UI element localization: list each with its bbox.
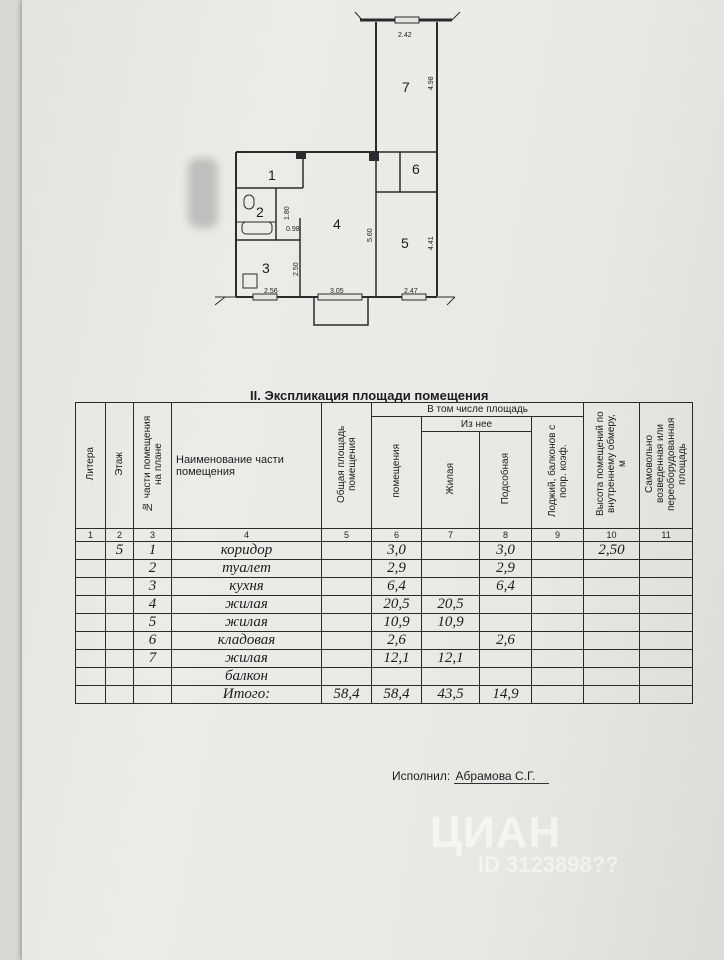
cell-loggia (532, 650, 584, 668)
cell-name: коридор (172, 542, 322, 560)
cell-etazh (106, 632, 134, 650)
header-name: Наименование части помещения (172, 403, 322, 529)
cell-loggia (532, 686, 584, 704)
signature-name: Абрамова С.Г. (454, 769, 550, 784)
cell-living: 43,5 (422, 686, 480, 704)
cell-height (584, 668, 640, 686)
section-title: II. Экспликация площади помещения (250, 388, 489, 403)
room-label-7: 7 (402, 79, 410, 95)
room-label-2: 2 (256, 204, 264, 220)
cell-name: балкон (172, 668, 322, 686)
cell-premise: 3,0 (372, 542, 422, 560)
cell-premise: 2,6 (372, 632, 422, 650)
header-etazh: Этаж (106, 403, 134, 529)
cell-etazh (106, 560, 134, 578)
cell-living: 20,5 (422, 596, 480, 614)
cell-premise: 6,4 (372, 578, 422, 596)
cell-total (322, 650, 372, 668)
table-row (76, 686, 693, 704)
cell-height (584, 614, 640, 632)
cell-unauth (640, 596, 693, 614)
cell-height (584, 650, 640, 668)
table-row (76, 596, 693, 614)
dim-label: 2.50 (293, 262, 300, 276)
cell-unauth (640, 632, 693, 650)
cell-aux (480, 650, 532, 668)
cell-no: 5 (134, 614, 172, 632)
table-row (76, 632, 693, 650)
cell-unauth (640, 614, 693, 632)
table-row (76, 542, 693, 560)
cell-loggia (532, 632, 584, 650)
cell-etazh (106, 650, 134, 668)
cell-litera (76, 632, 106, 650)
cell-litera (76, 686, 106, 704)
dim-label: 2.42 (398, 32, 412, 39)
cell-litera (76, 596, 106, 614)
cell-name: Итого: (172, 686, 322, 704)
room-label-6: 6 (412, 161, 420, 177)
cell-living: 12,1 (422, 650, 480, 668)
cell-no: 2 (134, 560, 172, 578)
cell-name: кладовая (172, 632, 322, 650)
dim-label: 4.41 (428, 236, 435, 250)
header-auxiliary: Подсобная (480, 432, 532, 529)
cell-height (584, 686, 640, 704)
cell-living (422, 632, 480, 650)
cell-aux (480, 668, 532, 686)
cell-etazh (106, 614, 134, 632)
header-total-area: Общая площадь помещения (322, 403, 372, 529)
column-number-row: 1 2 3 4 5 6 7 8 9 10 11 (76, 529, 693, 542)
cell-litera (76, 614, 106, 632)
cell-height (584, 632, 640, 650)
room-label-4: 4 (333, 216, 341, 232)
cell-litera (76, 578, 106, 596)
cell-etazh: 5 (106, 542, 134, 560)
cell-total (322, 560, 372, 578)
cell-loggia (532, 614, 584, 632)
cell-living (422, 542, 480, 560)
signature-label: Исполнил: (392, 769, 451, 783)
header-of-which: Из нее (422, 417, 532, 432)
cell-unauth (640, 578, 693, 596)
cell-height: 2,50 (584, 542, 640, 560)
cell-no: 7 (134, 650, 172, 668)
cell-loggia (532, 668, 584, 686)
explication-table (75, 402, 693, 704)
dim-label: 2.56 (264, 288, 278, 295)
cell-no (134, 668, 172, 686)
blurred-mark (188, 158, 218, 228)
dim-label: 2.47 (404, 288, 418, 295)
room-label-1: 1 (268, 167, 276, 183)
floor-plan (0, 0, 724, 340)
cell-loggia (532, 596, 584, 614)
cell-living (422, 668, 480, 686)
cell-premise (372, 668, 422, 686)
dim-label: 0.98 (286, 226, 300, 233)
cell-living: 10,9 (422, 614, 480, 632)
header-room-no: № части помещения на плане (134, 403, 172, 529)
cell-unauth (640, 650, 693, 668)
header-loggias: Лоджий, балконов с попр. коэф. (532, 417, 584, 529)
cell-aux: 14,9 (480, 686, 532, 704)
cell-total (322, 542, 372, 560)
cell-aux: 2,6 (480, 632, 532, 650)
cell-living (422, 578, 480, 596)
cell-height (584, 578, 640, 596)
header-height: Высота помещений по внутреннему обмеру, м (584, 403, 640, 529)
table-row (76, 560, 693, 578)
dim-label: 4.98 (428, 76, 435, 90)
cell-etazh (106, 686, 134, 704)
cell-etazh (106, 578, 134, 596)
cell-premise: 12,1 (372, 650, 422, 668)
cell-height (584, 596, 640, 614)
cell-aux: 2,9 (480, 560, 532, 578)
header-incl: В том числе площадь (372, 403, 584, 417)
cell-premise: 20,5 (372, 596, 422, 614)
cell-aux: 3,0 (480, 542, 532, 560)
cell-living (422, 560, 480, 578)
watermark-id: ID 3123898?? (478, 852, 619, 877)
cell-name: кухня (172, 578, 322, 596)
cell-litera (76, 560, 106, 578)
cell-loggia (532, 578, 584, 596)
cell-premise: 10,9 (372, 614, 422, 632)
header-unauthorized: Самовольно возведенная или переоборудованная площадь (640, 403, 693, 529)
watermark-logo: ЦИАН (430, 808, 562, 857)
cell-total (322, 596, 372, 614)
header-premise: помещения (372, 417, 422, 529)
cell-unauth (640, 686, 693, 704)
cell-total: 58,4 (322, 686, 372, 704)
signature (392, 769, 549, 784)
cell-name: жилая (172, 596, 322, 614)
cell-total (322, 632, 372, 650)
cell-no: 1 (134, 542, 172, 560)
cell-aux: 6,4 (480, 578, 532, 596)
cell-premise: 2,9 (372, 560, 422, 578)
table-row (76, 614, 693, 632)
header-litera: Литера (76, 403, 106, 529)
room-label-3: 3 (262, 260, 270, 276)
table-row (76, 578, 693, 596)
table-row (76, 650, 693, 668)
cell-height (584, 560, 640, 578)
cell-unauth (640, 668, 693, 686)
cell-loggia (532, 542, 584, 560)
cell-unauth (640, 542, 693, 560)
cell-unauth (640, 560, 693, 578)
cell-aux (480, 614, 532, 632)
header-living: Жилая (422, 432, 480, 529)
cell-name: жилая (172, 614, 322, 632)
cell-name: туалет (172, 560, 322, 578)
dim-label: 5.60 (367, 228, 374, 242)
room-label-5: 5 (401, 235, 409, 251)
dim-label: 3.05 (330, 288, 344, 295)
cell-etazh (106, 668, 134, 686)
cell-no (134, 686, 172, 704)
cell-total (322, 668, 372, 686)
cell-aux (480, 596, 532, 614)
cell-loggia (532, 560, 584, 578)
cell-litera (76, 542, 106, 560)
table-row (76, 668, 693, 686)
cell-litera (76, 650, 106, 668)
cell-no: 3 (134, 578, 172, 596)
cell-premise: 58,4 (372, 686, 422, 704)
cell-total (322, 614, 372, 632)
cell-litera (76, 668, 106, 686)
cell-etazh (106, 596, 134, 614)
dim-label: 1.80 (284, 206, 291, 220)
cell-name: жилая (172, 650, 322, 668)
cell-no: 6 (134, 632, 172, 650)
cell-no: 4 (134, 596, 172, 614)
cell-total (322, 578, 372, 596)
